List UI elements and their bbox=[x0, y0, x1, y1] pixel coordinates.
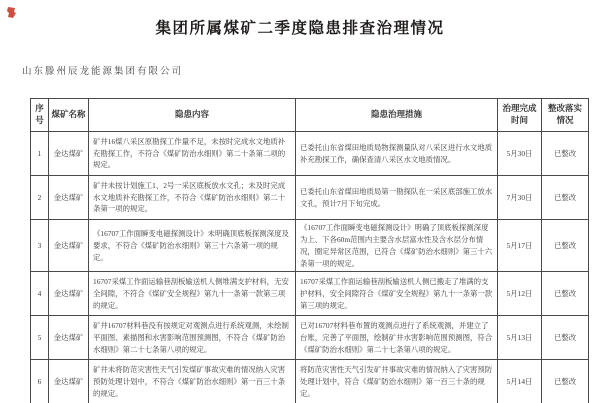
cell-deadline: 5月14日 bbox=[498, 360, 542, 403]
cell-no: 1 bbox=[31, 132, 49, 176]
table-row bbox=[31, 176, 589, 220]
cell-status: 已整改 bbox=[542, 176, 589, 220]
cell-deadline: 5月17日 bbox=[498, 220, 542, 272]
cell-mine: 金达煤矿 bbox=[49, 176, 89, 220]
table-row bbox=[31, 220, 589, 272]
cell-deadline: 5月30日 bbox=[498, 132, 542, 176]
cell-mine: 金达煤矿 bbox=[49, 132, 89, 176]
cell-hazard: 16707采煤工作面运输巷刮板输送机人侧堆满支护材料，无安全间隙，不符合《煤矿安全规程》第九十一条第一款第三项的规定。 bbox=[89, 272, 296, 316]
cell-measure: 16707采煤工作面运输巷刮板输送机人侧已搬走了堆满的支护材料，安全间隙符合《煤矿安全规程》第九十一条第一款第三项的规定。 bbox=[296, 272, 498, 316]
cell-mine: 金达煤矿 bbox=[49, 220, 89, 272]
cell-deadline: 5月12日 bbox=[498, 272, 542, 316]
cell-measure: 已对16707材料巷布置的观测点进行了系统观测，并建立了台账，完善了平面图，绘制矿井水害影响范围预测图，符合《煤矿防治水细则》第二十七条第八项的规定。 bbox=[296, 316, 498, 360]
col-header-mine: 煤矿名称 bbox=[49, 99, 89, 132]
cell-status: 已整改 bbox=[542, 220, 589, 272]
cell-no: 4 bbox=[31, 272, 49, 316]
cell-measure: 已委托山东省煤田地质局第一勘探队在一采区底部施工放水文孔，预计7月下旬完成。 bbox=[296, 176, 498, 220]
cell-measure: 将防范灾害性天气引发矿井事故灾难的情况纳入了灾害预防处理计划中，符合《煤矿防治水细则》第一百三十条的规定。 bbox=[296, 360, 498, 403]
cell-no: 5 bbox=[31, 316, 49, 360]
cell-mine: 金达煤矿 bbox=[49, 360, 89, 403]
table-row bbox=[31, 360, 589, 403]
cell-no: 6 bbox=[31, 360, 49, 403]
cell-hazard: 矿井16煤八采区原勘探工作量不足，未按时完成水文地质补充勘探工作，不符合《煤矿防治水细则》第二十条第二项的规定。 bbox=[89, 132, 296, 176]
cell-deadline: 5月13日 bbox=[498, 316, 542, 360]
cell-status: 已整改 bbox=[542, 360, 589, 403]
cell-hazard: 矿井未按计划施工1、2号一采区底板放水文孔；未及时完成水文地质补充勘探工作，不符合《煤矿防治水细则》第二十条第一项的规定。 bbox=[89, 176, 296, 220]
col-header-no: 序号 bbox=[31, 99, 49, 132]
table-header-row bbox=[31, 99, 589, 132]
company-name: 山东滕州辰龙能源集团有限公司 bbox=[22, 67, 184, 77]
table-row bbox=[31, 132, 589, 176]
table-header bbox=[31, 99, 589, 132]
table-row bbox=[31, 316, 589, 360]
page-title: 集团所属煤矿二季度隐患排查治理情况 bbox=[155, 20, 445, 37]
cell-status: 已整改 bbox=[542, 316, 589, 360]
col-header-status: 整改落实情况 bbox=[542, 99, 589, 132]
cell-hazard: 矿井16707材料巷没有按规定对观测点进行系统观测，未绘制平面图、素描图和水害影响范围预测图，不符合《煤矿防治水细则》第二十七条第八项的规定。 bbox=[89, 316, 296, 360]
cell-mine: 金达煤矿 bbox=[49, 316, 89, 360]
table-row bbox=[31, 272, 589, 316]
cell-no: 3 bbox=[31, 220, 49, 272]
cell-status: 已整改 bbox=[542, 272, 589, 316]
col-header-measure: 隐患治理措施 bbox=[296, 99, 498, 132]
cell-status: 已整改 bbox=[542, 132, 589, 176]
cell-measure: 《16707工作面瞬变电磁探测设计》明确了顶底板探测深度为上、下各60m范围内主要含水层富水性及含水层分布情况，圈定异常区范围，已符合《煤矿防治水细则》第三十六条第一项的规定。 bbox=[296, 220, 498, 272]
cell-no: 2 bbox=[31, 176, 49, 220]
hazard-report-table bbox=[30, 98, 589, 403]
cell-mine: 金达煤矿 bbox=[49, 272, 89, 316]
cell-hazard: 矿井未将防范灾害性天气引发煤矿事故灾难的情况纳入灾害预防处理计划中，不符合《煤矿防治水细则》第一百三十条的规定。 bbox=[89, 360, 296, 403]
col-header-hazard: 隐患内容 bbox=[89, 99, 296, 132]
col-header-deadline: 治理完成时间 bbox=[498, 99, 542, 132]
table-body bbox=[31, 132, 589, 403]
cell-measure: 已委托山东省煤田地质局物探测量队对八采区进行水文地质补充勘探工作，确保查清八采区水文地质情况。 bbox=[296, 132, 498, 176]
cell-hazard: 《16707工作面瞬变电磁探测设计》未明确顶底板探测深度及要求，不符合《煤矿防治水细则》第三十六条第一项的规定。 bbox=[89, 220, 296, 272]
cell-deadline: 7月30日 bbox=[498, 176, 542, 220]
